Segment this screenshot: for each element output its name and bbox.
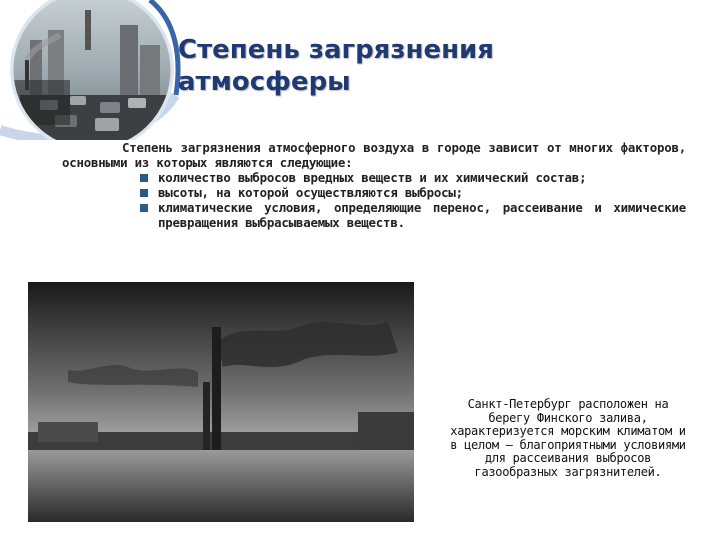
smokestack-photo xyxy=(28,282,414,522)
slide-body xyxy=(62,140,686,230)
slide-title: Степень загрязнения атмосферы xyxy=(178,35,494,97)
photo-caption: Санкт-Петербург расположен на берегу Финского залива, характеризуется морским климатом и в целом – благоприятными условиями для рассеивания выбросов газообразных загрязнителей. xyxy=(450,397,686,479)
list-item: количество выбросов вредных веществ и их химический состав; xyxy=(158,170,686,185)
intro-paragraph: Степень загрязнения атмосферного воздуха в городе зависит от многих факторов, основными из которых являются следующие: xyxy=(62,140,686,170)
factor-list xyxy=(62,170,686,230)
list-item: высоты, на которой осуществляются выбросы; xyxy=(158,185,686,200)
list-item: климатические условия, определяющие перенос, рассеивание и химические превращения выбрасываемых веществ. xyxy=(158,200,686,230)
